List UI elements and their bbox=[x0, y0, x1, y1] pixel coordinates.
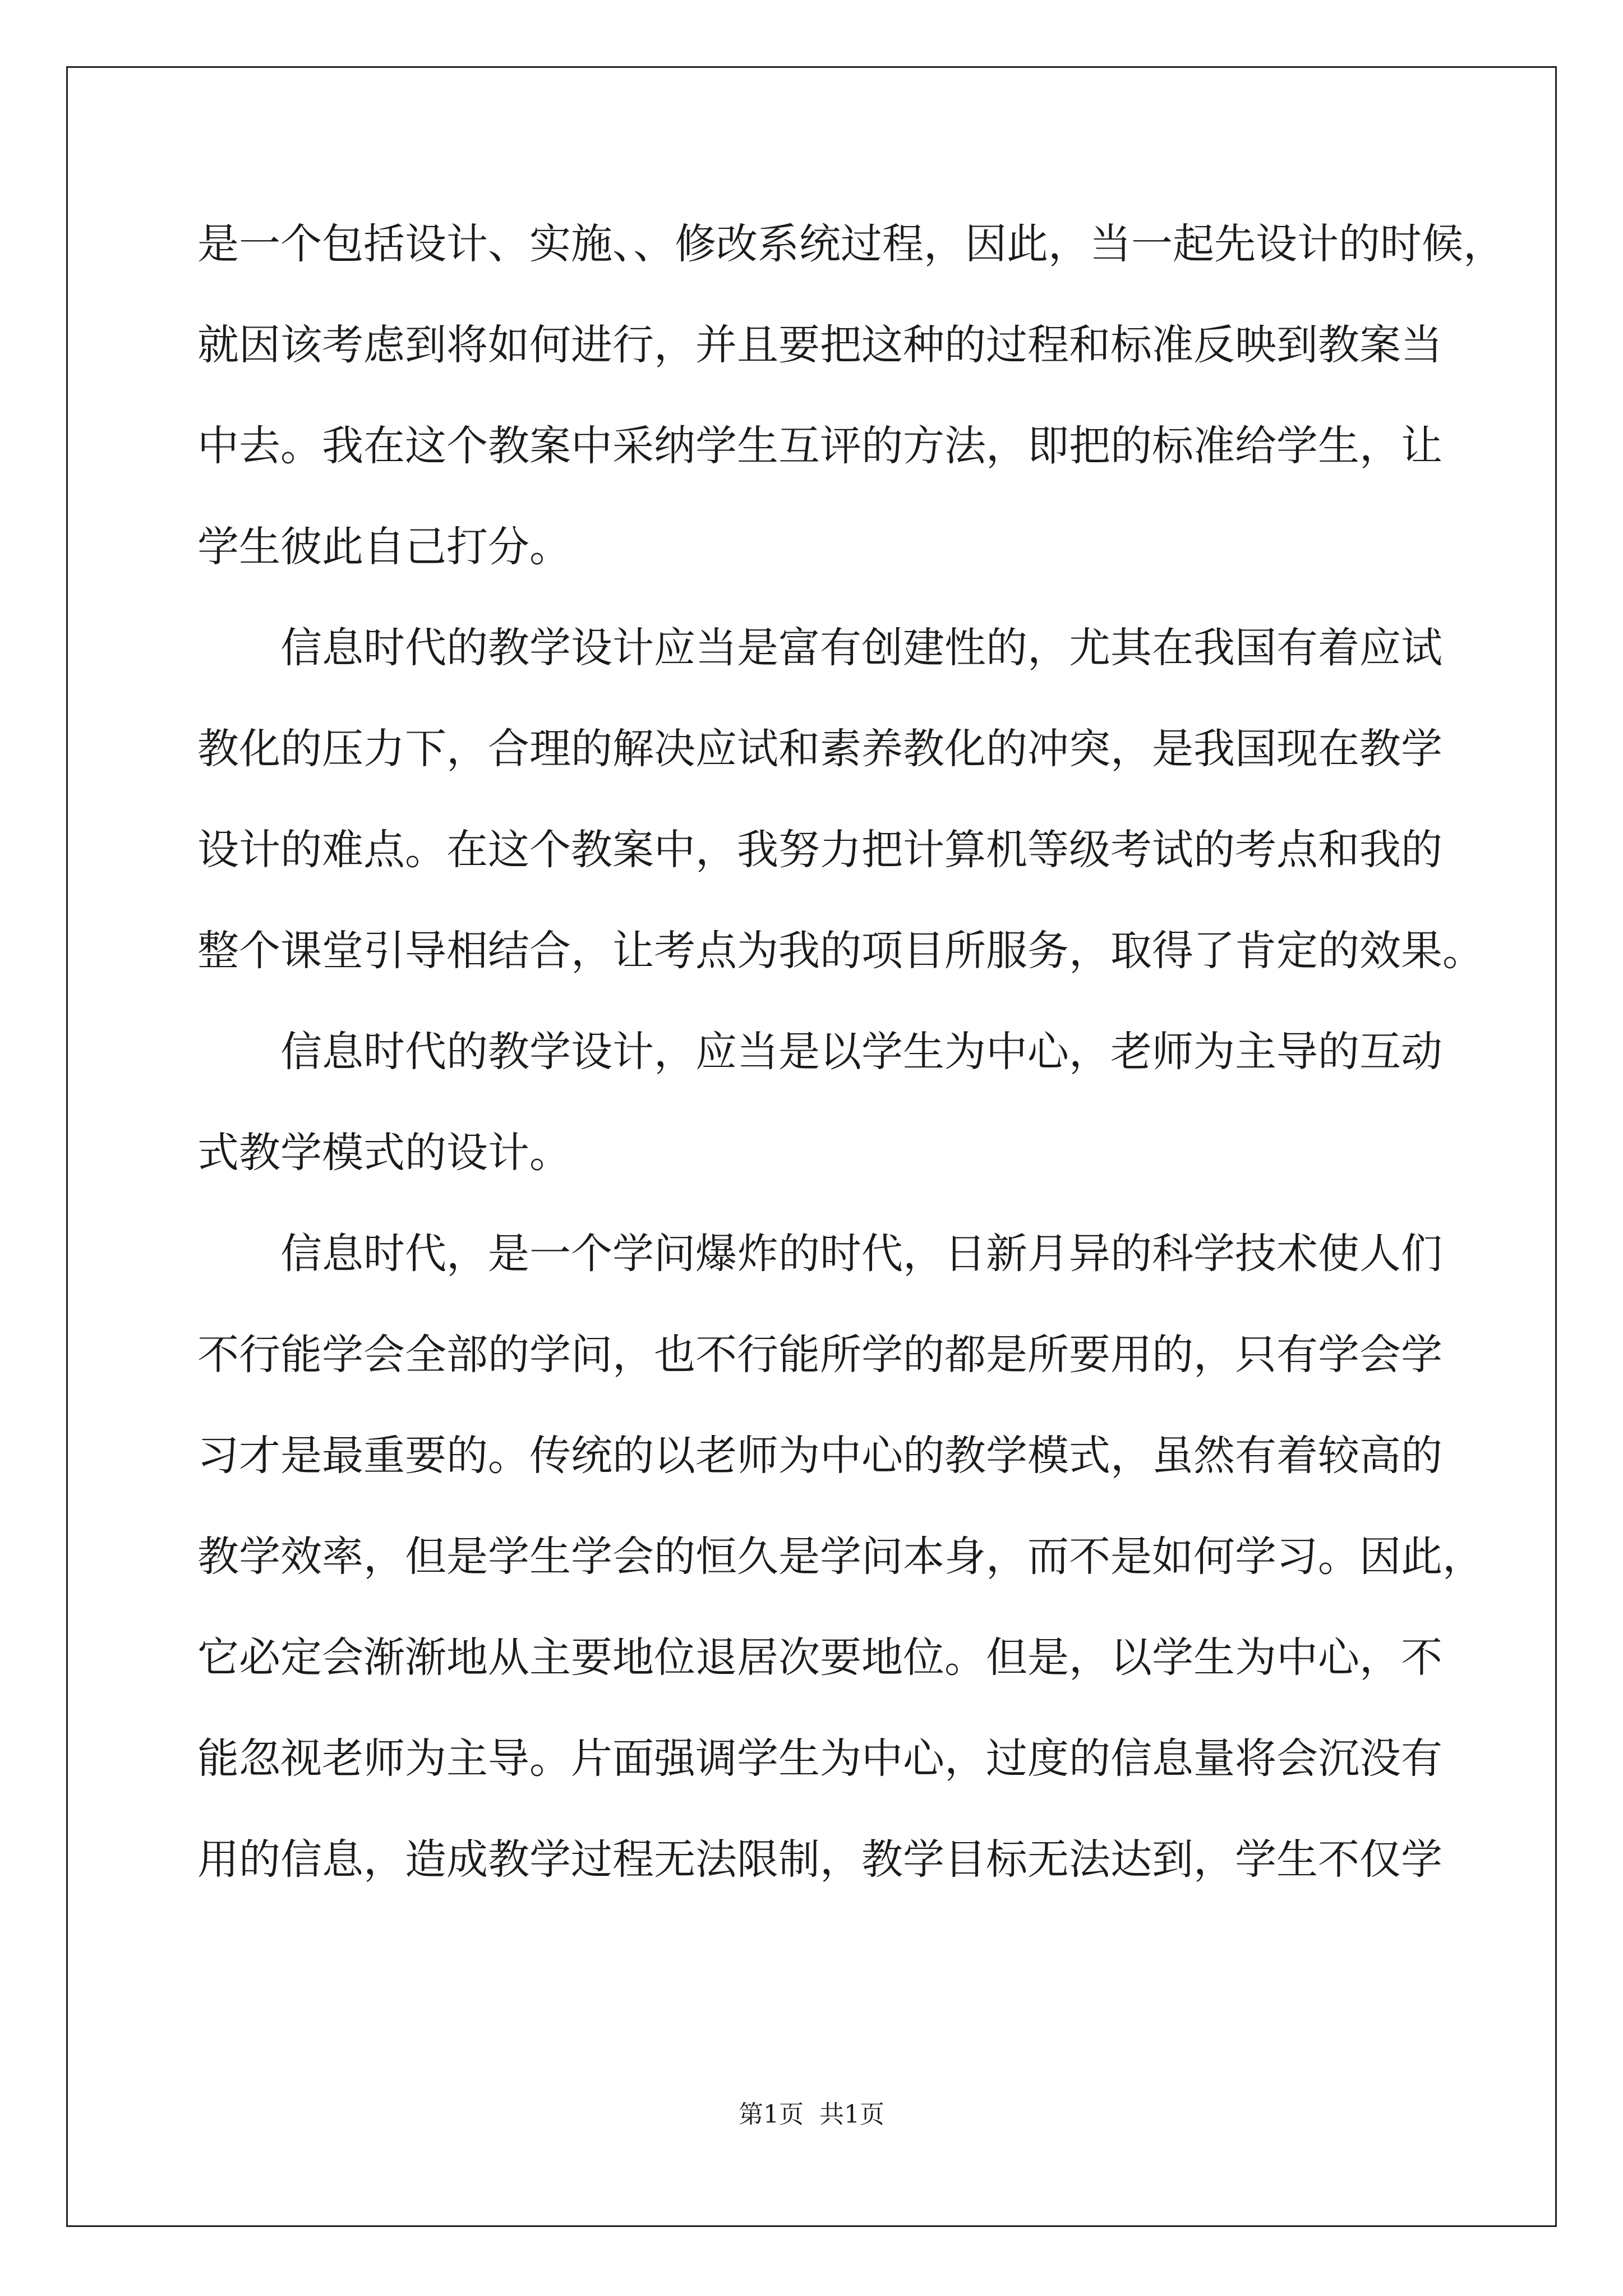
text-line: 信息时代，是一个学问爆炸的时代，日新月异的科学技术使人们 bbox=[280, 1230, 1442, 1278]
body-text bbox=[197, 194, 1505, 1910]
text-line: 学生彼此自己打分。 bbox=[197, 523, 571, 571]
text-line: 是一个包括设计、实施、、修改系统过程，因此，当一起先设计的时候， bbox=[197, 220, 1505, 268]
text-line: 整个课堂引导相结合，让考点为我的项目所服务，取得了肯定的效果。 bbox=[197, 927, 1484, 975]
text-line: 能忽视老师为主导。片面强调学生为中心，过度的信息量将会沉没有 bbox=[197, 1734, 1442, 1783]
text-line: 教学效率，但是学生学会的恒久是学问本身，而不是如何学习。因此， bbox=[197, 1533, 1484, 1581]
text-line: 教化的压力下，合理的解决应试和素养教化的冲突，是我国现在教学 bbox=[197, 725, 1442, 773]
page-number: 第1页 bbox=[739, 2100, 804, 2129]
text-line: 不行能学会全部的学问，也不行能所学的都是所要用的，只有学会学 bbox=[197, 1331, 1442, 1379]
text-line: 式教学模式的设计。 bbox=[197, 1129, 571, 1177]
text-line: 信息时代的教学设计应当是富有创建性的，尤其在我国有着应试 bbox=[280, 624, 1442, 672]
text-line: 就因该考虑到将如何进行，并且要把这种的过程和标准反映到教案当 bbox=[197, 321, 1442, 369]
text-line: 习才是最重要的。传统的以老师为中心的教学模式，虽然有着较高的 bbox=[197, 1432, 1442, 1480]
text-line: 信息时代的教学设计，应当是以学生为中心，老师为主导的互动 bbox=[280, 1028, 1442, 1076]
text-line: 它必定会渐渐地从主要地位退居次要地位。但是，以学生为中心，不 bbox=[197, 1634, 1442, 1682]
text-line: 用的信息，造成教学过程无法限制，教学目标无法达到，学生不仅学 bbox=[197, 1835, 1442, 1884]
text-line: 中去。我在这个教案中采纳学生互评的方法，即把的标准给学生，让 bbox=[197, 422, 1442, 470]
page-total: 共1页 bbox=[819, 2100, 884, 2129]
text-line: 设计的难点。在这个教案中，我努力把计算机等级考试的考点和我的 bbox=[197, 826, 1442, 874]
page-footer bbox=[0, 2098, 1623, 2132]
